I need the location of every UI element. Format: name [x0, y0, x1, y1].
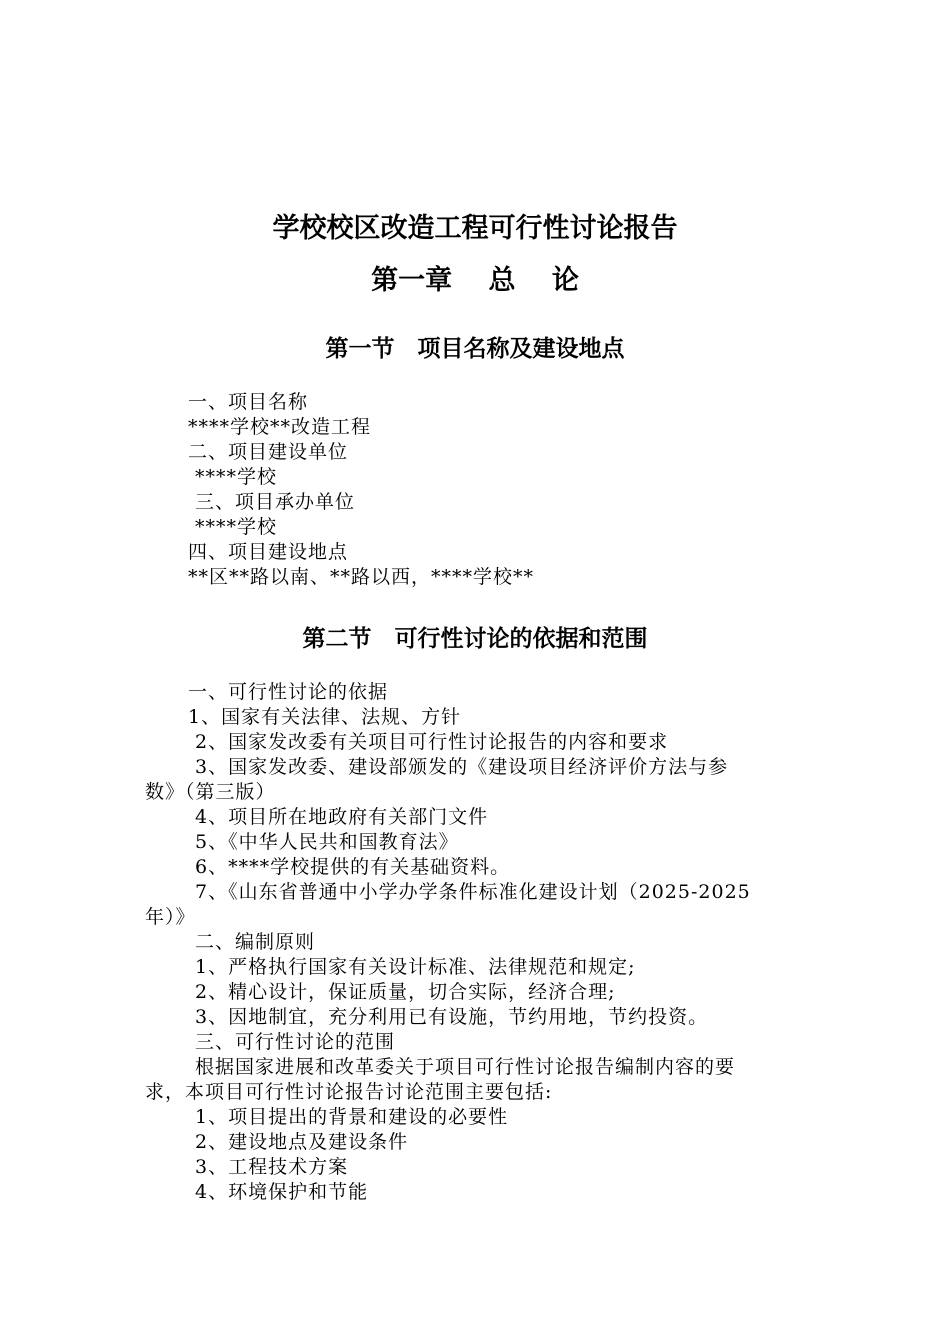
section-1-line: ****学校**改造工程 — [188, 416, 372, 438]
section-2-heading: 第二节 可行性讨论的依据和范围 — [302, 626, 648, 652]
document-title: 学校校区改造工程可行性讨论报告 — [272, 213, 678, 244]
section-2-line: 1、项目提出的背景和建设的必要性 — [188, 1106, 509, 1128]
section-2-line: 根据国家进展和改革委关于项目可行性讨论报告编制内容的要 — [188, 1056, 736, 1078]
section-1-heading: 第一节 项目名称及建设地点 — [325, 336, 625, 362]
section-2-line: 数》（第三版） — [145, 781, 276, 803]
section-2-line: 3、国家发改委、建设部颁发的《建设项目经济评价方法与参 — [188, 756, 729, 778]
section-2-line: 4、环境保护和节能 — [188, 1181, 369, 1203]
section-1-line: ****学校 — [188, 466, 278, 488]
section-2-line: 4、项目所在地政府有关部门文件 — [188, 806, 489, 828]
section-2-line: 2、精心设计，保证质量，切合实际，经济合理; — [188, 981, 616, 1003]
section-2-line: 2、国家发改委有关项目可行性讨论报告的内容和要求 — [188, 731, 669, 753]
section-2-line: 5、《中华人民共和国教育法》 — [188, 831, 459, 853]
section-2-line: 二、编制原则 — [188, 931, 316, 953]
section-1-line: ****学校 — [188, 516, 278, 538]
section-1-line: 三、项目承办单位 — [188, 491, 356, 513]
section-1-line: 一、项目名称 — [188, 391, 309, 413]
section-2-line: 一、可行性讨论的依据 — [188, 681, 389, 703]
section-2-line: 求，本项目可行性讨论报告讨论范围主要包括: — [145, 1081, 553, 1103]
section-2-line: 7、《山东省普通中小学办学条件标准化建设计划（2025-2025 — [188, 881, 751, 903]
chapter-title: 第一章 总 论 — [371, 265, 579, 296]
section-1-line: 二、项目建设单位 — [188, 441, 349, 463]
section-2-line: 6、****学校提供的有关基础资料。 — [188, 856, 511, 878]
section-2-line: 1、严格执行国家有关设计标准、法律规范和规定; — [188, 956, 636, 978]
section-2-line: 三、可行性讨论的范围 — [188, 1031, 396, 1053]
section-2-line: 3、工程技术方案 — [188, 1156, 349, 1178]
section-1-line: **区**路以南、**路以西，****学校** — [188, 566, 535, 588]
section-1-line: 四、项目建设地点 — [188, 541, 349, 563]
section-2-line: 2、建设地点及建设条件 — [188, 1131, 409, 1153]
section-2-line: 1、国家有关法律、法规、方针 — [188, 706, 462, 728]
section-2-line: 年）》 — [145, 906, 196, 928]
section-2-line: 3、因地制宜，充分利用已有设施，节约用地，节约投资。 — [188, 1006, 709, 1028]
